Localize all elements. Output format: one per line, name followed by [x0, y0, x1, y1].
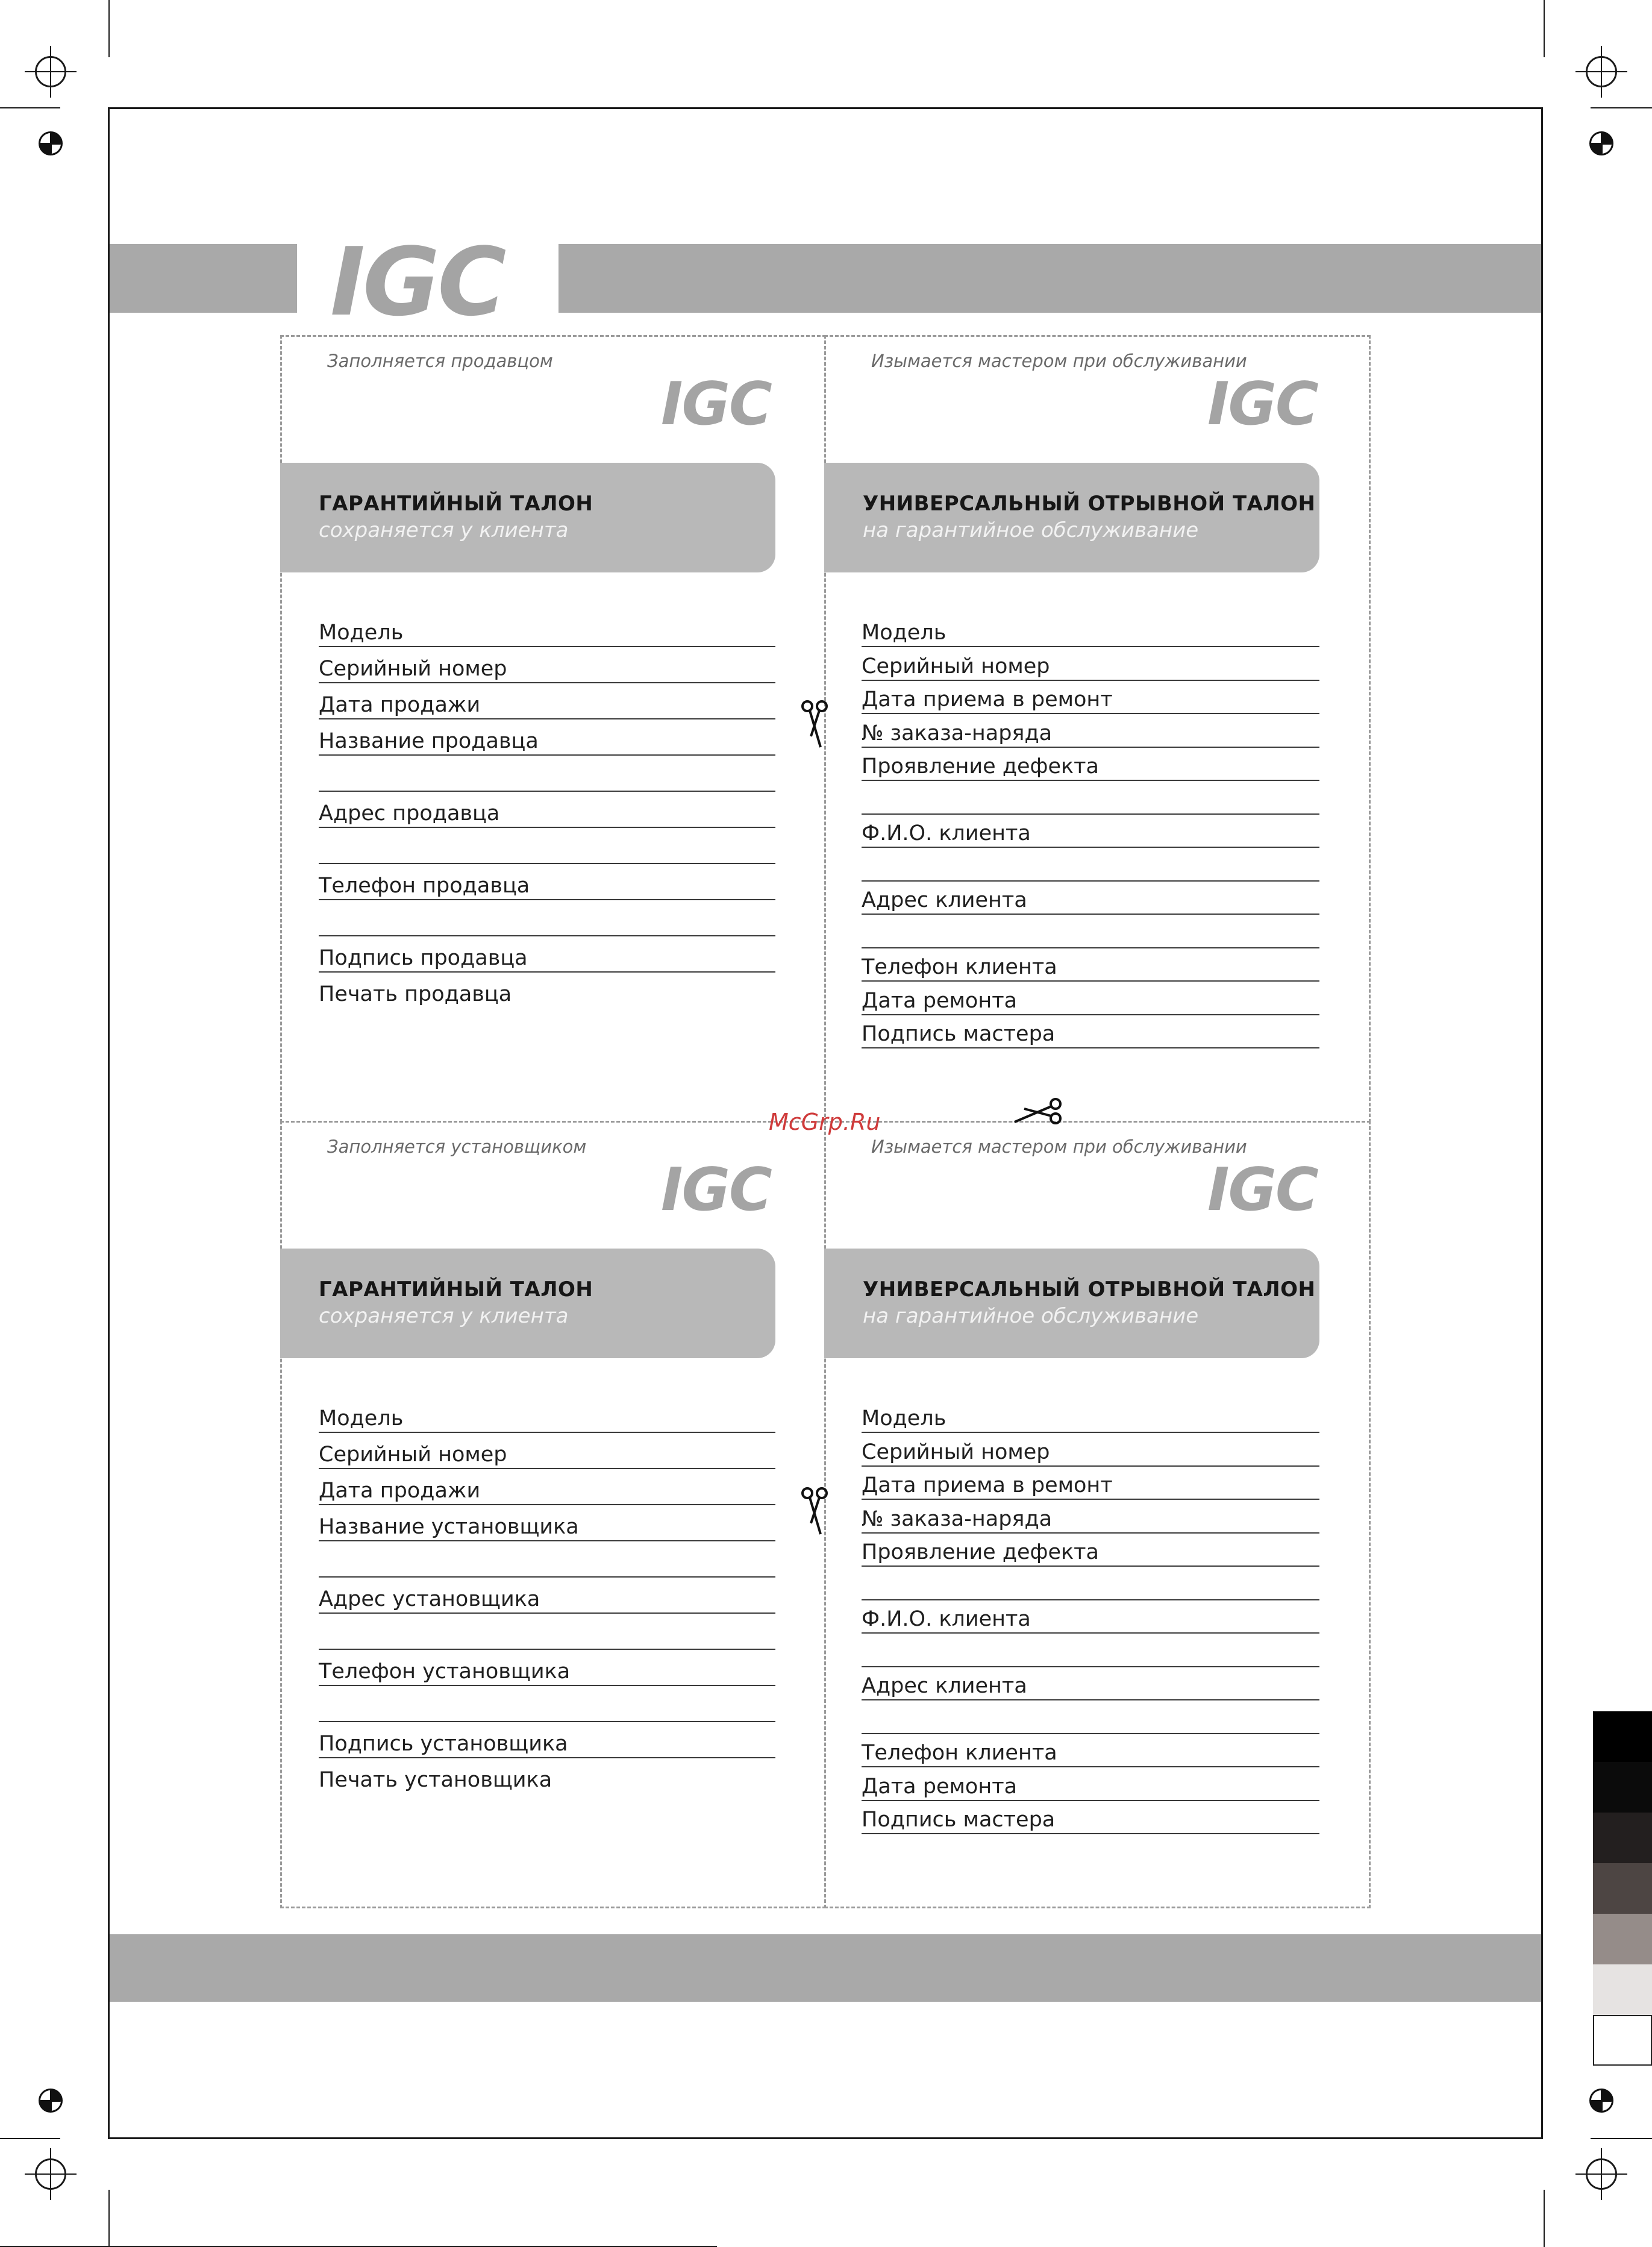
coupon-note: Изымается мастером при обслуживании — [871, 1136, 1247, 1157]
field-label: Подпись мастера — [862, 1022, 1061, 1046]
form-field[interactable] — [862, 955, 1319, 982]
form-field[interactable] — [862, 1741, 1319, 1767]
brand-logo: IGC — [330, 227, 504, 337]
fill-in-line — [319, 1721, 775, 1722]
fill-in-line — [319, 863, 775, 864]
coupon-header — [824, 463, 1319, 572]
field-label: № заказа-наряда — [862, 1507, 1058, 1531]
field-label: Адрес установщика — [319, 1587, 546, 1611]
form-field[interactable] — [319, 729, 775, 756]
field-label: Подпись продавца — [319, 946, 534, 970]
form-field[interactable] — [862, 1708, 1319, 1734]
form-field[interactable] — [319, 1587, 775, 1614]
form-field[interactable] — [862, 1507, 1319, 1534]
coupon-logo: IGC — [1207, 370, 1318, 439]
form-field[interactable] — [862, 1022, 1319, 1048]
form-field[interactable] — [862, 922, 1319, 948]
field-label: Модель — [862, 1406, 952, 1431]
fill-in-line — [862, 646, 1319, 647]
fill-in-line — [862, 1565, 1319, 1567]
fill-in-line — [319, 1649, 775, 1650]
fill-in-line — [862, 747, 1319, 748]
form-field[interactable] — [862, 754, 1319, 781]
registration-dot-icon — [39, 131, 63, 155]
coupon-logo: IGC — [661, 1156, 771, 1224]
form-field[interactable] — [319, 1406, 775, 1433]
fill-in-line — [862, 813, 1319, 815]
field-label: Дата приема в ремонт — [862, 1473, 1119, 1497]
field-label: Телефон клиента — [862, 955, 1063, 979]
fill-in-line — [862, 780, 1319, 781]
fill-in-line — [862, 1047, 1319, 1048]
field-label: Название продавца — [319, 729, 545, 753]
trim-mark — [1544, 0, 1545, 57]
field-label: Модель — [319, 621, 409, 645]
fill-in-line — [862, 980, 1319, 982]
field-label: Телефон клиента — [862, 1741, 1063, 1765]
trim-mark — [0, 107, 60, 108]
trim-mark — [1591, 107, 1652, 108]
field-label: Название установщика — [319, 1515, 585, 1539]
fill-in-line — [862, 1800, 1319, 1801]
fill-in-line — [862, 1532, 1319, 1534]
coupon-subtitle: на гарантийное обслуживание — [863, 1304, 1199, 1328]
coupon-note: Изымается мастером при обслуживании — [871, 351, 1247, 371]
field-label: Ф.И.О. клиента — [862, 821, 1037, 845]
field-label: Серийный номер — [319, 657, 513, 681]
field-label: Адрес клиента — [862, 888, 1033, 912]
fill-in-line — [862, 680, 1319, 681]
form-field[interactable] — [862, 1674, 1319, 1700]
coupon-subtitle: сохраняется у клиента — [319, 518, 569, 542]
field-label: Адрес клиента — [862, 1674, 1033, 1698]
field-label: Подпись мастера — [862, 1808, 1061, 1832]
registration-dot-icon — [39, 2089, 63, 2113]
field-label: Модель — [862, 621, 952, 645]
field-label: Ф.И.О. клиента — [862, 1607, 1037, 1631]
form-field[interactable] — [319, 1479, 775, 1505]
form-field[interactable] — [862, 1540, 1319, 1567]
coupon-tear-off-top — [824, 335, 1371, 1123]
coupon-subtitle: на гарантийное обслуживание — [863, 518, 1199, 542]
fill-in-line — [862, 947, 1319, 948]
field-label: Дата продажи — [319, 1479, 486, 1503]
coupon-logo: IGC — [1207, 1156, 1318, 1224]
registration-crosshair-icon — [1586, 56, 1617, 87]
form-field[interactable] — [319, 1623, 775, 1650]
coupon-note: Заполняется установщиком — [327, 1136, 587, 1157]
registration-dot-icon — [1589, 2089, 1613, 2113]
form-field[interactable] — [862, 1473, 1319, 1500]
coupon-warranty-seller — [280, 335, 826, 1123]
coupon-header — [280, 463, 775, 572]
field-label: Серийный номер — [319, 1443, 513, 1467]
fill-in-line — [319, 1432, 775, 1433]
coupon-title: ГАРАНТИЙНЫЙ ТАЛОН — [319, 492, 593, 516]
fill-in-line — [862, 713, 1319, 714]
fill-in-line — [862, 880, 1319, 882]
field-label: Подпись установщика — [319, 1732, 574, 1756]
fill-in-line — [319, 1576, 775, 1578]
form-field[interactable] — [319, 1443, 775, 1469]
fill-in-line — [319, 935, 775, 936]
form-field[interactable] — [319, 838, 775, 864]
coupon-subtitle: сохраняется у клиента — [319, 1304, 569, 1328]
form-field[interactable] — [862, 1641, 1319, 1667]
form-field[interactable] — [319, 1551, 775, 1578]
fill-in-line — [319, 682, 775, 683]
form-field[interactable] — [862, 1607, 1319, 1634]
registration-crosshair-icon — [35, 2158, 66, 2190]
form-field[interactable] — [319, 693, 775, 719]
fill-in-line — [862, 914, 1319, 915]
field-label: Проявление дефекта — [862, 1540, 1105, 1564]
fill-in-line — [319, 971, 775, 973]
fill-in-line — [319, 754, 775, 756]
stamp-label: Печать установщика — [319, 1768, 558, 1906]
coupon-warranty-installer — [280, 1121, 826, 1908]
fill-in-line — [862, 1599, 1319, 1600]
fill-in-line — [862, 1733, 1319, 1734]
form-field[interactable] — [862, 621, 1319, 647]
watermark: McGrp.Ru — [769, 1109, 881, 1135]
fill-in-line — [862, 1833, 1319, 1834]
form-field[interactable] — [862, 989, 1319, 1015]
field-label: Серийный номер — [862, 1440, 1056, 1464]
color-swatch — [1593, 1863, 1652, 1914]
fill-in-line — [862, 1499, 1319, 1500]
form-field[interactable] — [319, 910, 775, 936]
fill-in-line — [319, 718, 775, 719]
trim-mark — [0, 2138, 60, 2139]
coupon-title: УНИВЕРСАЛЬНЫЙ ОТРЫВНОЙ ТАЛОН — [863, 1277, 1316, 1302]
fill-in-line — [862, 1766, 1319, 1767]
fill-in-line — [862, 1014, 1319, 1015]
fill-in-line — [862, 847, 1319, 848]
fill-in-line — [862, 1666, 1319, 1667]
fill-in-line — [319, 1685, 775, 1686]
form-field[interactable] — [319, 1696, 775, 1722]
coupon-tear-off-bottom — [824, 1121, 1371, 1908]
form-field[interactable] — [862, 855, 1319, 882]
form-field[interactable] — [319, 657, 775, 683]
field-label: Модель — [319, 1406, 409, 1431]
fill-in-line — [862, 1632, 1319, 1634]
field-label: Телефон продавца — [319, 874, 536, 898]
trim-mark — [1591, 2138, 1652, 2139]
fill-in-line — [319, 791, 775, 792]
coupon-header — [280, 1249, 775, 1358]
bottom-band — [110, 1934, 1541, 2002]
trim-mark — [108, 0, 110, 57]
color-swatch — [1593, 2015, 1652, 2066]
form-field[interactable] — [862, 654, 1319, 681]
form-field[interactable] — [319, 621, 775, 647]
fill-in-line — [319, 1540, 775, 1541]
color-swatch — [1593, 1964, 1652, 2015]
coupon-title: УНИВЕРСАЛЬНЫЙ ОТРЫВНОЙ ТАЛОН — [863, 492, 1316, 516]
fill-in-line — [319, 1757, 775, 1758]
form-field[interactable] — [319, 946, 775, 973]
coupon-header — [824, 1249, 1319, 1358]
field-label: Серийный номер — [862, 654, 1056, 678]
field-label: Дата продажи — [319, 693, 486, 717]
field-label: Телефон установщика — [319, 1659, 576, 1684]
color-swatch — [1593, 1711, 1652, 1762]
form-field[interactable] — [862, 788, 1319, 815]
stamp-label: Печать продавца — [319, 982, 518, 1120]
form-field[interactable] — [862, 1808, 1319, 1834]
registration-crosshair-icon — [35, 56, 66, 87]
color-swatch — [1593, 1914, 1652, 1964]
color-swatch — [1593, 1762, 1652, 1813]
field-label: № заказа-наряда — [862, 721, 1058, 745]
form-field[interactable] — [862, 688, 1319, 714]
coupon-note: Заполняется продавцом — [327, 351, 553, 371]
form-field[interactable] — [862, 1775, 1319, 1801]
fill-in-line — [862, 1432, 1319, 1433]
field-label: Проявление дефекта — [862, 754, 1105, 779]
form-field[interactable] — [862, 821, 1319, 848]
fill-in-line — [319, 899, 775, 900]
field-label: Дата ремонта — [862, 989, 1023, 1013]
field-label: Адрес продавца — [319, 801, 505, 826]
trim-mark — [1544, 2190, 1545, 2247]
form-field[interactable] — [319, 765, 775, 792]
form-field[interactable] — [862, 888, 1319, 915]
field-label: Дата ремонта — [862, 1775, 1023, 1799]
form-field[interactable] — [862, 1574, 1319, 1600]
form-field[interactable] — [862, 721, 1319, 748]
form-field[interactable] — [319, 1515, 775, 1541]
fill-in-line — [862, 1699, 1319, 1700]
fill-in-line — [319, 1468, 775, 1469]
fill-in-line — [319, 1504, 775, 1505]
fill-in-line — [319, 827, 775, 828]
registration-dot-icon — [1589, 131, 1613, 155]
form-field[interactable] — [319, 1732, 775, 1758]
coupon-logo: IGC — [661, 370, 771, 439]
field-label: Дата приема в ремонт — [862, 688, 1119, 712]
trim-mark — [108, 2190, 110, 2247]
registration-crosshair-icon — [1586, 2158, 1617, 2190]
form-field[interactable] — [319, 1659, 775, 1686]
form-field[interactable] — [862, 1406, 1319, 1433]
coupon-title: ГАРАНТИЙНЫЙ ТАЛОН — [319, 1277, 593, 1302]
form-field[interactable] — [319, 801, 775, 828]
fill-in-line — [319, 1612, 775, 1614]
form-field[interactable] — [319, 874, 775, 900]
form-field[interactable] — [862, 1440, 1319, 1467]
color-swatch — [1593, 1813, 1652, 1863]
fill-in-line — [319, 646, 775, 647]
fill-in-line — [862, 1465, 1319, 1467]
